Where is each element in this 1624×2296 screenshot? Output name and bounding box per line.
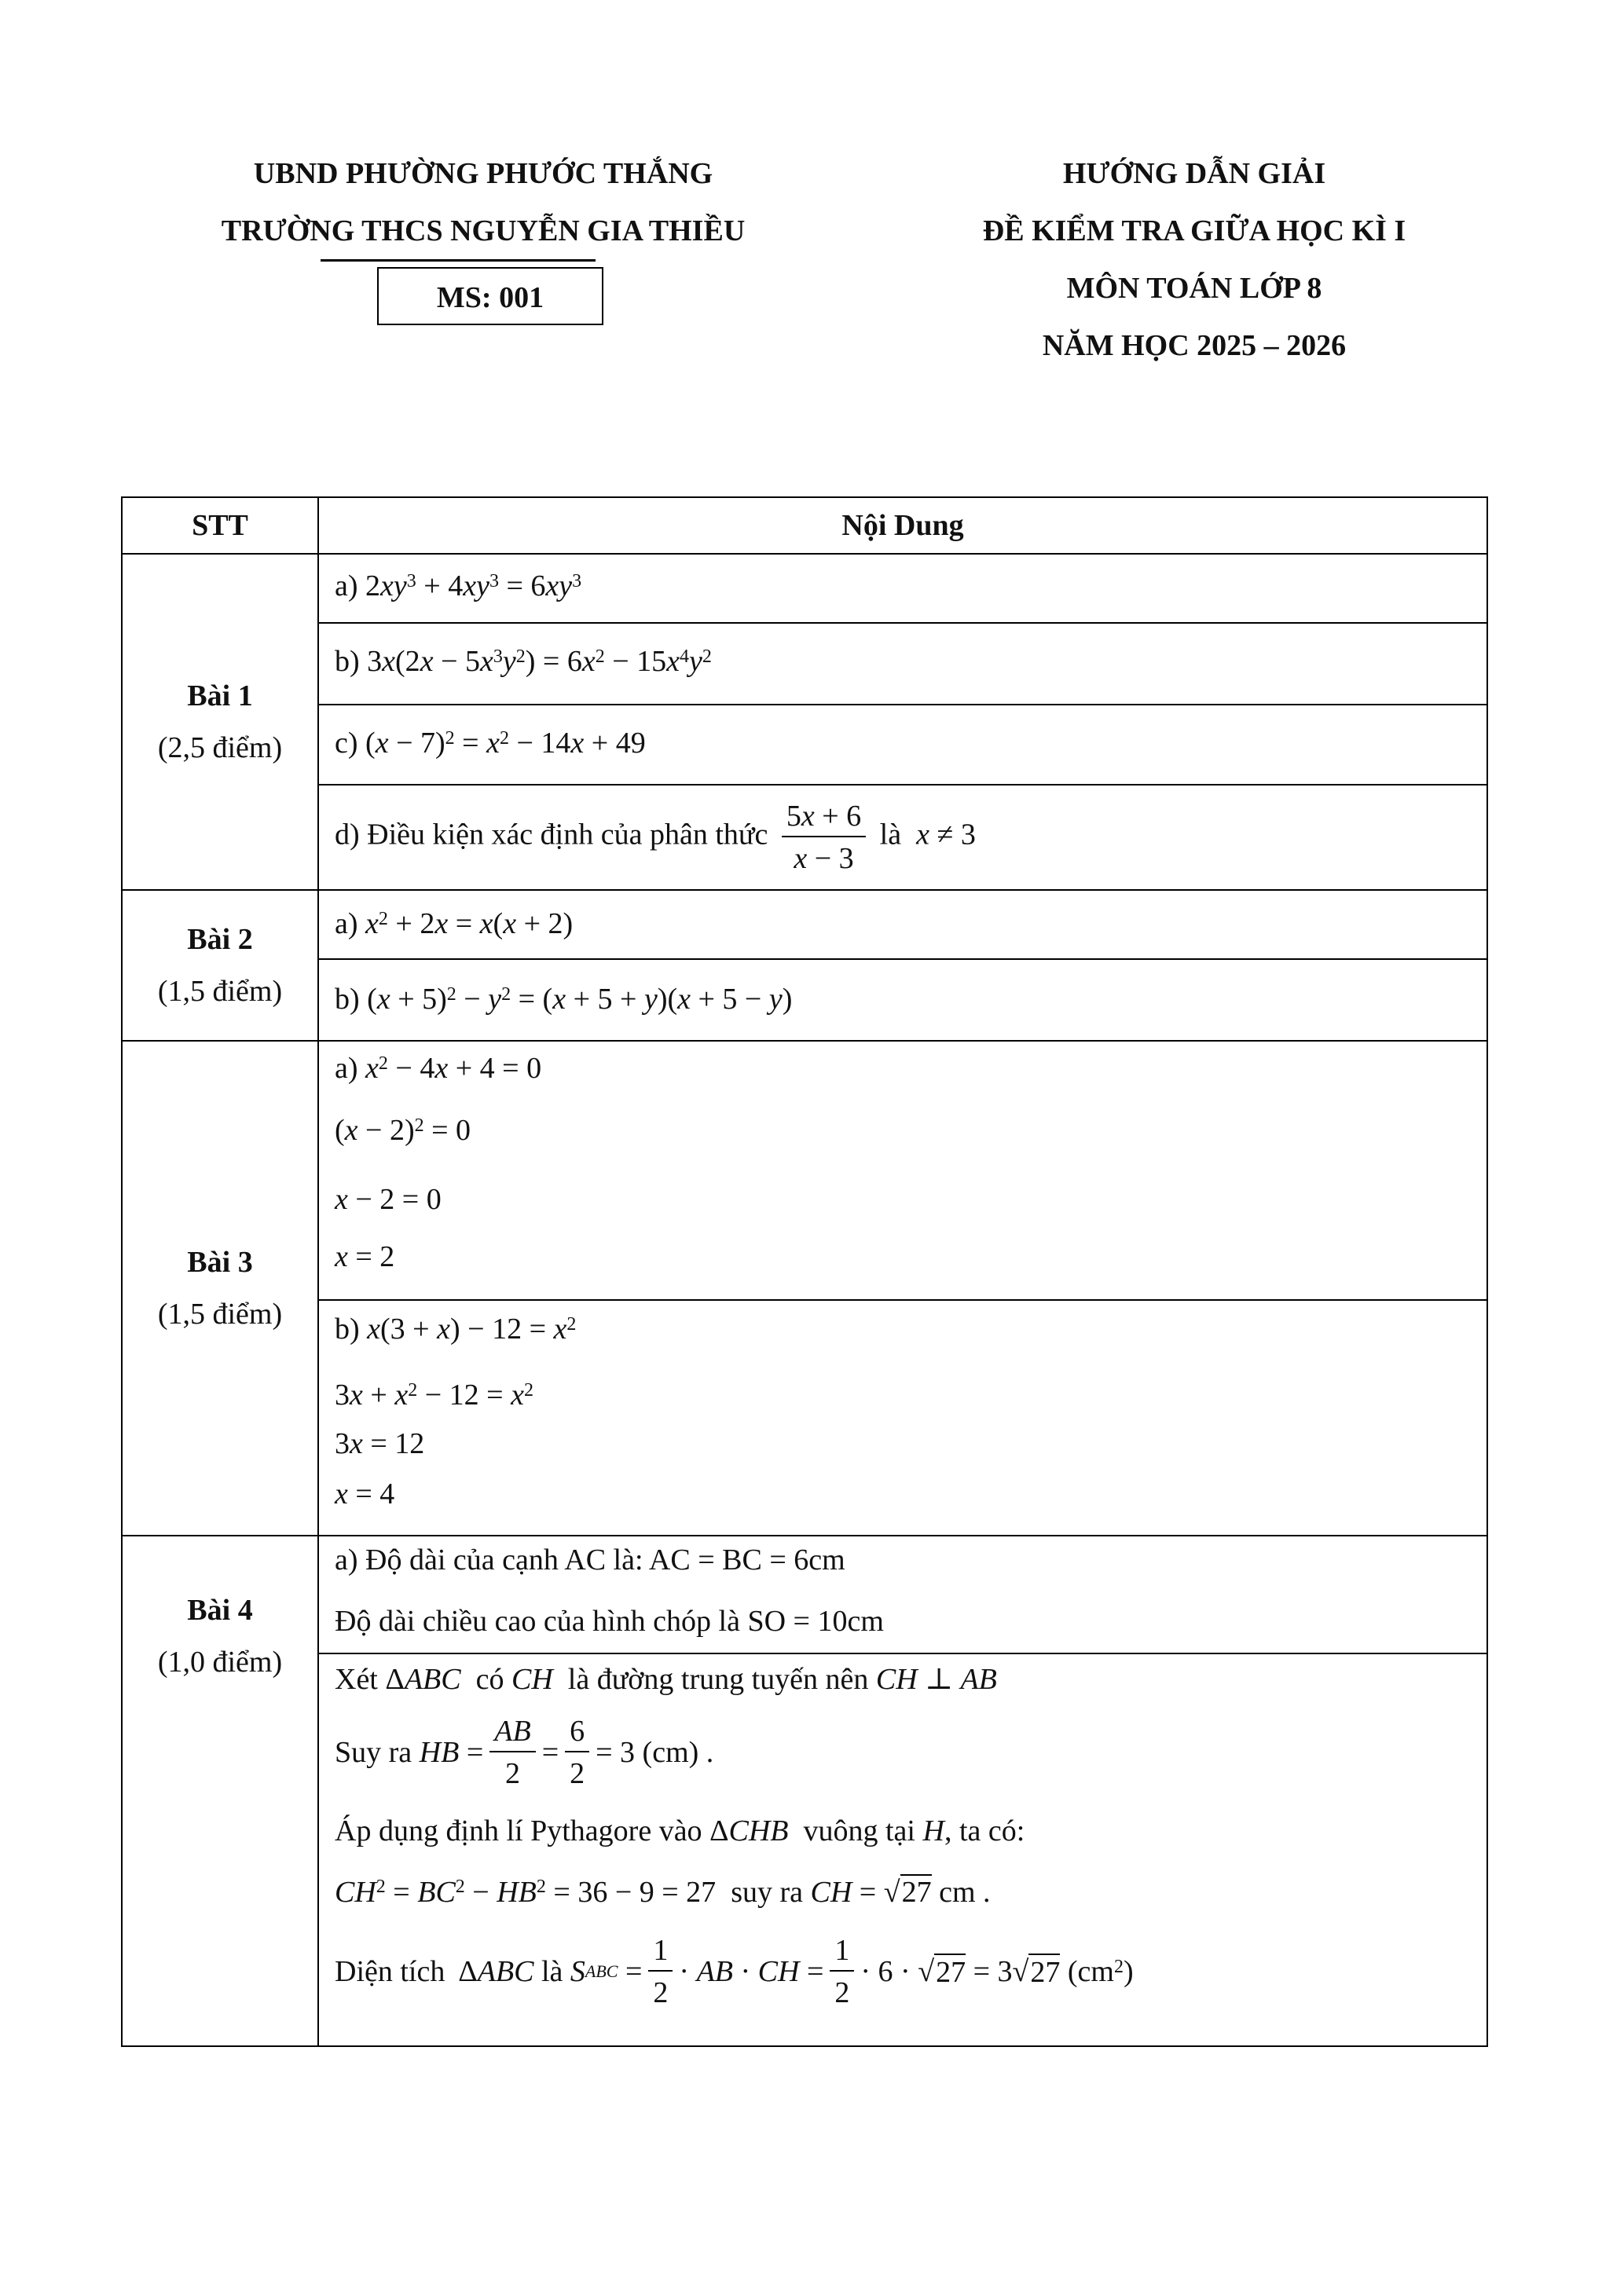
bai2-cell bbox=[122, 890, 318, 1041]
table-header-row bbox=[122, 497, 1487, 554]
b4a-line2: Độ dài chiều cao của hình chóp là SO = 10cm bbox=[335, 1605, 884, 1638]
bai2-b: b) $(x + 5)^2 - y^2 = (x + 5 + y)(x + 5 - y)$ bbox=[318, 959, 1487, 1041]
bai4-title: Bài 4 bbox=[187, 1594, 253, 1627]
ward-name: UBND PHƯỜNG PHƯỚC THẮNG bbox=[253, 157, 713, 190]
frac-6-2: $\frac{6}{2}$ bbox=[565, 1716, 589, 1789]
exam-code-box: MS: 001 bbox=[377, 267, 603, 325]
table-row bbox=[122, 959, 1487, 1041]
b4b-suyra: Suy ra bbox=[335, 1736, 412, 1769]
bai1-d: d) Điều kiện xác định của phân thức $\frac{5x + 6}{x - 3}$ là x ≠ 3 bbox=[318, 785, 1487, 890]
b4b-suyra2: suy ra bbox=[731, 1876, 803, 1909]
school-name: TRƯỜNG THCS NGUYỄN GIA THIỀU bbox=[221, 214, 746, 247]
b4b-dientich: Diện tích bbox=[335, 1955, 445, 1988]
bai2-points: (1,5 điểm) bbox=[157, 975, 283, 1008]
school-underline bbox=[321, 259, 596, 262]
header-left bbox=[137, 145, 829, 260]
b1d-text: d) Điều kiện xác định của phân thức bbox=[335, 818, 768, 851]
exam-name: ĐỀ KIỂM TRA GIỮA HỌC KÌ I bbox=[982, 214, 1406, 247]
bai1-cell bbox=[122, 554, 318, 890]
school-year: NĂM HỌC 2025 – 2026 bbox=[1042, 329, 1347, 362]
doc-title: HƯỚNG DẪN GIẢI bbox=[1062, 157, 1326, 190]
bai1-points: (2,5 điểm) bbox=[157, 731, 283, 764]
bai4-b: Xét ΔABC có CH là đường trung tuyến nên CH ⊥ AB Suy ra HB = $\frac{AB}{2}$ = $\frac{6}{2}$ = 3 (cm) . Áp dụng định lí Pythagore vào ΔCHB vuông tại H, ta có: $CH^2 = BC^2 - HB^2 = 36 - 9 = 27$ suy ra CH = √27 cm . Diện tích Δ ABC là S ABC = $\frac{1}{2}$ · AB · CH = $\frac{1}{2}$ · 6 · √ 27 = 3√ 27 (cm $^2$ ) bbox=[318, 1653, 1487, 2046]
bai3-a: a) $x^2 - 4x + 4 = 0$ $(x - 2)^2 = 0$ x − 2 = 0 x = 2 bbox=[318, 1041, 1487, 1300]
header-stt: STT bbox=[122, 497, 318, 554]
frac-1-2-a: $\frac{1}{2}$ bbox=[648, 1935, 673, 2008]
table-row bbox=[122, 1536, 1487, 1653]
table-row bbox=[122, 705, 1487, 785]
b1d-la: là bbox=[879, 818, 902, 851]
bai1-title: Bài 1 bbox=[187, 679, 253, 712]
b4b-cm: = 3 (cm) . bbox=[596, 1736, 714, 1769]
header-right bbox=[911, 145, 1477, 375]
table-row bbox=[122, 1300, 1487, 1536]
table-row bbox=[122, 623, 1487, 705]
b4b-co: có bbox=[475, 1663, 504, 1696]
table-row bbox=[122, 554, 1487, 623]
bai2-title: Bài 2 bbox=[187, 923, 253, 956]
bai4-a bbox=[318, 1536, 1487, 1653]
table-row bbox=[122, 1653, 1487, 2046]
table-row bbox=[122, 890, 1487, 959]
bai4-cell bbox=[122, 1536, 318, 2046]
frac-ab-2: $\frac{AB}{2}$ bbox=[489, 1716, 535, 1789]
b4b-vuongtai: vuông tại bbox=[803, 1814, 915, 1847]
bai3-cell bbox=[122, 1041, 318, 1536]
header-content: Nội Dung bbox=[318, 497, 1487, 554]
b4b-mid: là đường trung tuyến nên bbox=[567, 1663, 869, 1696]
bai1-a: a) $2xy^3 + 4xy^3 = 6xy^3$ bbox=[318, 554, 1487, 623]
b4a-line1: a) Độ dài của cạnh AC là: AC = BC = 6cm bbox=[335, 1543, 845, 1576]
b4b-apdung: Áp dụng định lí Pythagore vào bbox=[335, 1814, 702, 1847]
bai1-b: b) $3x(2x - 5x^3y^2) = 6x^2 - 15x^4y^2$ bbox=[318, 623, 1487, 705]
answer-table bbox=[121, 496, 1488, 2047]
b4b-taco: , ta có: bbox=[944, 1814, 1025, 1847]
bai1-c: c) $(x - 7)^2 = x^2 - 14x + 49$ bbox=[318, 705, 1487, 785]
b4b-la: là bbox=[541, 1955, 563, 1988]
bai4-points: (1,0 điểm) bbox=[157, 1646, 283, 1679]
bai3-b: b) $x(3 + x) - 12 = x^2$ $3x + x^2 - 12 = x^2$ 3x = 12 x = 4 bbox=[318, 1300, 1487, 1536]
table-row bbox=[122, 785, 1487, 890]
bai2-a: a) $x^2 + 2x = x(x + 2)$ bbox=[318, 890, 1487, 959]
bai3-title: Bài 3 bbox=[187, 1246, 253, 1279]
subject: MÔN TOÁN LỚP 8 bbox=[1066, 272, 1322, 305]
table-row bbox=[122, 1041, 1487, 1300]
b1d-fraction: $\frac{5x + 6}{x - 3}$ bbox=[782, 801, 866, 873]
b4b-xet: Xét bbox=[335, 1663, 378, 1696]
bai3-points: (1,5 điểm) bbox=[157, 1298, 283, 1331]
frac-1-2-b: $\frac{1}{2}$ bbox=[830, 1935, 854, 2008]
